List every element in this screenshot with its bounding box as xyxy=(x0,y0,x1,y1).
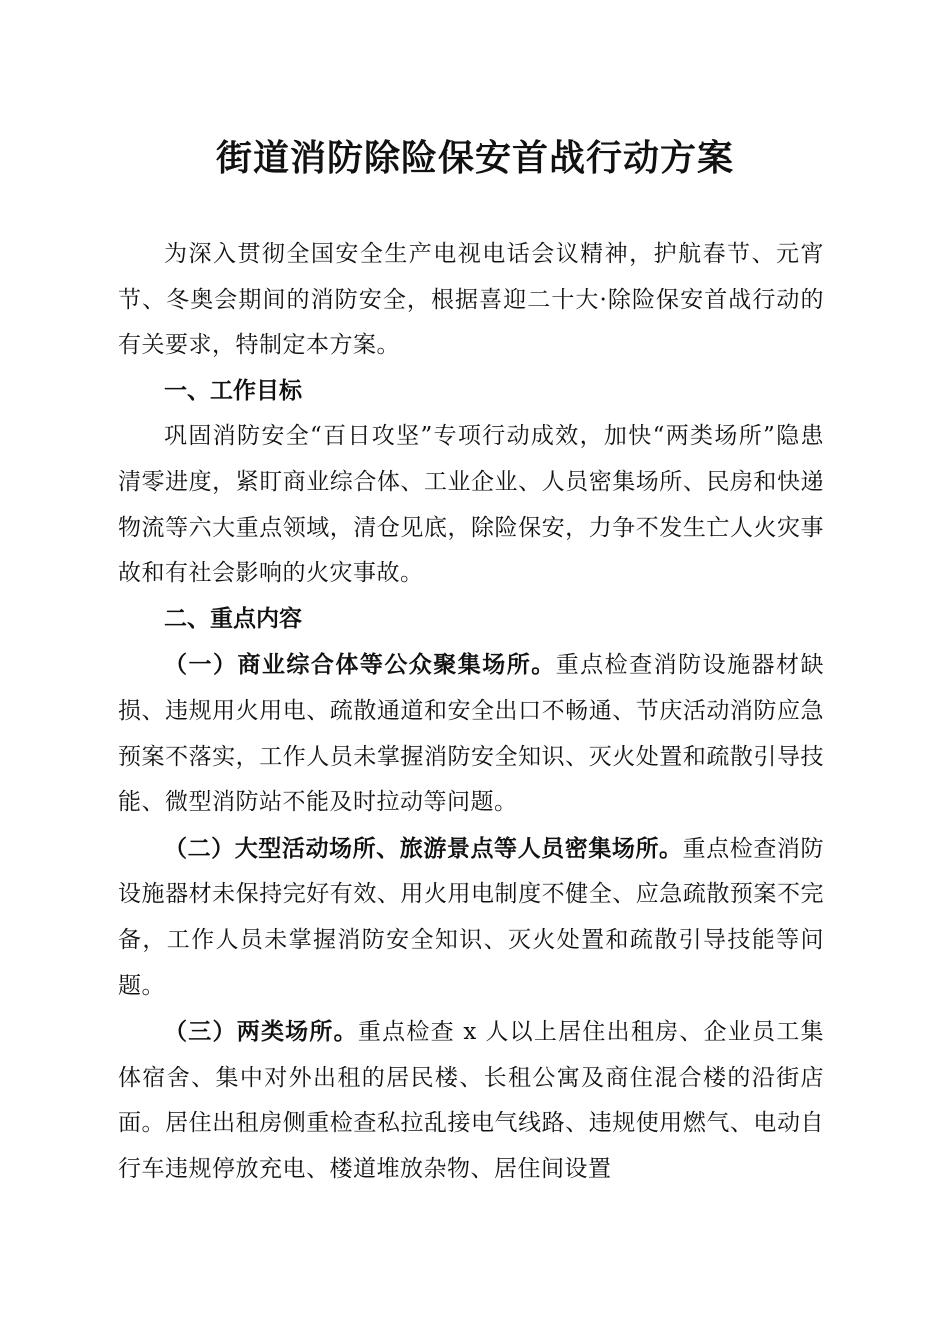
key-item-lead: （三）两类场所。 xyxy=(164,1018,358,1046)
goals-paragraph: 巩固消防安全“百日攻坚”专项行动成效，加快“两类场所”隐患清零进度，紧盯商业综合体、工业企业、人员密集场所、民房和快递物流等六大重点领域，清仓见底，除险保安，力争不发生亡人火灾事故和有社会影响的火灾事故。 xyxy=(118,423,824,587)
key-item-paragraph xyxy=(118,642,824,825)
key-item-text: 重点检查消防设施器材未保持完好有效、用火用电制度不健全、应急疏散预案不完备，工作人员未掌握消防安全知识、灭火处置和疏散引导技能等问题。 xyxy=(118,835,825,999)
intro-paragraph: 为深入贯彻全国安全生产电视电话会议精神，护航春节、元宵节、冬奥会期间的消防安全，根据喜迎二十大·除险保安首战行动的有关要求，特制定本方案。 xyxy=(118,241,824,359)
key-item-text: 重点检查消防设施器材缺损、违规用火用电、疏散通道和安全出口不畅通、节庆活动消防应急预案不落实，工作人员未掌握消防安全知识、灭火处置和疏散引导技能、微型消防站不能及时拉动等问题。 xyxy=(118,652,825,816)
section-heading-key-content: 二、重点内容 xyxy=(164,605,302,632)
section-heading-goals: 一、工作目标 xyxy=(164,377,302,404)
key-item-paragraph xyxy=(118,1009,824,1192)
key-item-text: 重点检查 x 人以上居住出租房、企业员工集体宿舍、集中对外出租的居民楼、长租公寓及商住混合楼的沿街店面。居住出租房侧重检查私拉乱接电气线路、违规使用燃气、电动自行车违规停放充电、楼道堆放杂物、居住间设置 xyxy=(118,1019,825,1182)
key-item-lead: （二）大型活动场所、旅游景点等人员密集场所。 xyxy=(164,834,683,862)
key-item-paragraph xyxy=(118,826,824,1009)
document-body xyxy=(118,232,824,1192)
document-title: 街道消防除险保安首战行动方案 xyxy=(215,137,734,179)
key-item-lead: （一）商业综合体等公众聚集场所。 xyxy=(164,651,556,679)
